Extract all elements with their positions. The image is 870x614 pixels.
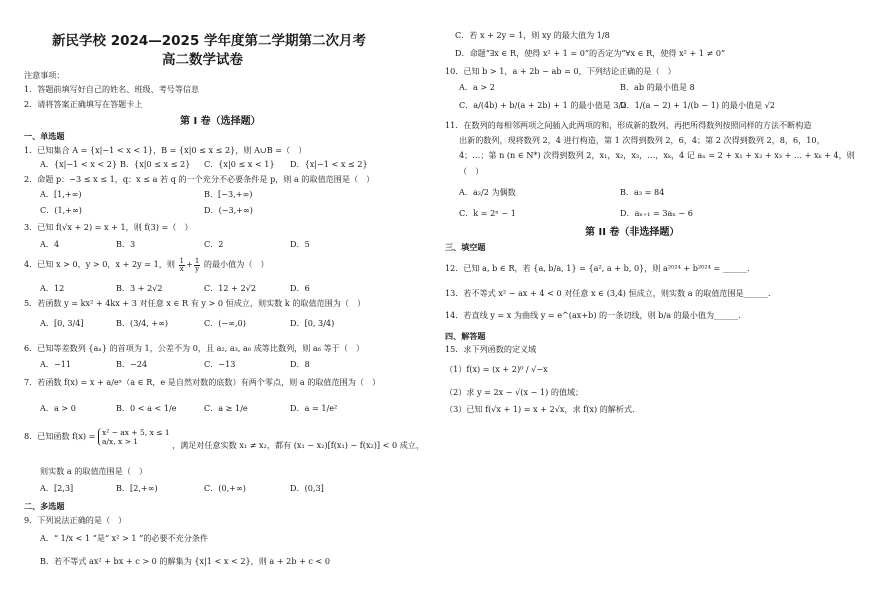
q4-fraction-1 xyxy=(179,258,185,273)
q5-option-d-label: D． xyxy=(290,318,305,328)
q7-option-c: C．a ≥ 1/e xyxy=(204,403,248,413)
q6-option-a: A．−11 xyxy=(40,359,72,369)
exam-title-line1: 新民学校 2024—2025 学年度第二学期第二次月考 xyxy=(52,33,367,49)
q4-frac2-numerator: 1 xyxy=(194,256,200,265)
q4-fraction-2 xyxy=(194,258,200,273)
question-11-line-4: （ ） xyxy=(459,166,484,176)
question-15: 15．求下列函数的定义域 xyxy=(445,344,537,354)
q8-option-a: A．[2,3] xyxy=(40,483,74,493)
q3-option-a: A．4 xyxy=(40,239,60,249)
question-1: 1．已知集合 A = {x|−1 < x < 1}，B = {x|0 ≤ x ≤ 2}，则 A∪B =（ ） xyxy=(24,145,307,155)
q4-option-a: A．12 xyxy=(40,283,65,293)
question-6: 6．已知等差数列 {aₙ} 的首项为 1，公差不为 0，且 a₂, a₃, a₆ 成等比数列，则 a₆ 等于（ ） xyxy=(24,343,365,353)
q8-case-1: x² − ax + 5, x ≤ 1 xyxy=(102,428,170,437)
q8-stem-end: 则实数 a 的取值范围是（ ） xyxy=(40,466,148,476)
q9-option-d: D．命题“∃x ∈ R，使得 x² + 1 = 0”的否定为“∀x ∈ R，使得 x² + 1 ≠ 0” xyxy=(455,48,726,58)
exam-title-line2: 高二数学试卷 xyxy=(162,52,243,68)
question-10: 10．已知 b > 1，a + 2b − ab = 0，下列结论正确的是（ ） xyxy=(445,66,676,76)
q4-stem-end: 的最小值为（ ） xyxy=(203,259,269,269)
q4-plus: + xyxy=(186,259,193,269)
q10-option-b: B．ab 的最小值是 8 xyxy=(620,82,695,92)
q7-option-b: B．0 < a < 1/e xyxy=(116,403,177,413)
q3-option-b: B．3 xyxy=(116,239,136,249)
note-1: 1．答题前填写好自己的姓名、班级、考号等信息 xyxy=(24,84,200,94)
q3-option-c: C．2 xyxy=(204,239,224,249)
q7-option-a: A．a > 0 xyxy=(40,403,76,413)
question-7: 7．若函数 f(x) = x + a/eˣ（a ∈ R，e 是自然对数的底数）有两个零点，则 a 的取值范围为（ ） xyxy=(24,377,381,387)
q4-frac1-denominator: x xyxy=(179,264,184,273)
q10-option-a: A．a > 2 xyxy=(459,82,495,92)
part1-title: 第 I 卷（选择题） xyxy=(180,116,261,127)
q3-option-d: D．5 xyxy=(290,239,310,249)
q15-part-1: （1）f(x) = (x + 2)⁰ / √−x xyxy=(445,364,548,374)
section-single-choice: 一、单选题 xyxy=(24,131,65,141)
note-2: 2．请将答案正确填写在答题卡上 xyxy=(24,99,143,109)
question-13: 13．若不等式 x² − ax + 4 < 0 对任意 x ∈ (3,4) 恒成立，则实数 a 的取值范围是______． xyxy=(445,288,777,298)
q15-part-3: （3）已知 f(√x + 1) = x + 2√x，求 f(x) 的解析式． xyxy=(445,404,641,414)
question-14: 14．若直线 y = x 为曲线 y = e^(ax+b) 的一条切线，则 b/a 的最小值为______． xyxy=(445,310,747,320)
question-11-line-1: 11．在数列的每相邻两项之间插入此两项的和，形成新的数列，再把所得数列按照同样的方法不断构造 xyxy=(445,120,812,130)
q2-option-a: A．[1,+∞) xyxy=(40,189,82,199)
q11-option-c: C．k = 2ⁿ − 1 xyxy=(459,208,516,218)
question-11-line-2: 出新的数列，现将数列 2，4 进行构造，第 1 次得到数列 2，6，4；第 2 次得到数列 2，8，6，10， xyxy=(459,135,825,145)
q4-frac2-denominator: y xyxy=(195,264,200,273)
q4-option-b: B．3 + 2√2 xyxy=(116,283,163,293)
q9-option-b: B．若不等式 ax² + bx + c > 0 的解集为 {x|1 < x < 2}，则 a + 2b + c < 0 xyxy=(40,556,331,566)
q5-option-b-value: (3/4, +∞) xyxy=(130,318,169,328)
q10-option-d: D．1/(a − 2) + 1/(b − 1) 的最小值是 √2 xyxy=(620,100,775,110)
q11-option-b: B．a₃ = 84 xyxy=(620,187,665,197)
q5-option-b xyxy=(116,318,168,329)
notes-heading: 注意事项： xyxy=(24,70,65,80)
q9-option-c: C．若 x + 2y = 1，则 xy 的最大值为 1/8 xyxy=(455,30,610,40)
q8-case-2: a/x, x > 1 xyxy=(102,437,139,446)
q4-frac1-numerator: 1 xyxy=(179,256,185,265)
q8-piecewise xyxy=(98,428,170,446)
q1-option-d: D．{x|−1 < x ≤ 2} xyxy=(290,159,368,169)
q1-option-b: B．{x|0 ≤ x ≤ 2} xyxy=(120,159,191,169)
q5-option-a-label: A． xyxy=(40,318,54,328)
q6-option-c: C．−13 xyxy=(204,359,236,369)
q8-option-b: B．[2,+∞) xyxy=(116,483,158,493)
question-3: 3．已知 f(√x + 2) = x + 1，则 f(3) =（ ） xyxy=(24,222,193,232)
q8-option-c: C．(0,+∞) xyxy=(204,483,246,493)
q8-stem-start: 8．已知函数 f(x) = xyxy=(24,431,96,441)
q2-option-d: D．(−3,+∞) xyxy=(204,205,253,215)
q5-option-a xyxy=(40,318,84,329)
question-2: 2．命题 p：−3 ≤ x ≤ 1，q：x ≤ a 若 q 的一个充分不必要条件是 p，则 a 的取值范围是（ ） xyxy=(24,174,375,184)
q4-option-d: D．6 xyxy=(290,283,310,293)
q1-option-c: C．{x|0 ≤ x < 1} xyxy=(204,159,275,169)
q4-option-c: C．12 + 2√2 xyxy=(204,283,256,293)
q11-option-a: A．a₂/2 为偶数 xyxy=(459,187,516,197)
question-8 xyxy=(24,428,170,446)
q15-part-2: （2）求 y = 2x − √(x − 1) 的值域； xyxy=(445,387,584,397)
section-solution: 四、解答题 xyxy=(445,331,486,341)
q5-option-d xyxy=(290,318,334,329)
q2-option-b: B．[−3,+∞) xyxy=(204,189,253,199)
q1-option-a: A．{x|−1 < x < 2} xyxy=(40,159,118,169)
q11-option-d: D．aₙ₊₁ = 3aₙ − 6 xyxy=(620,208,693,218)
q6-option-b: B．−24 xyxy=(116,359,148,369)
q10-option-c: C．a/(4b) + b/(a + 2b) + 1 的最小值是 3/2 xyxy=(459,100,627,110)
q6-option-d: D．8 xyxy=(290,359,310,369)
question-5: 5．若函数 y = kx² + 4kx + 3 对任意 x ∈ R 有 y > 0 恒成立，则实数 k 的取值范围为（ ） xyxy=(24,298,366,308)
question-11-line-3: 4；…；第 n (n ∈ N*) 次得到数列 2，x₁，x₂，x₃，…，xₖ，4 记 aₙ = 2 + x₁ + x₂ + x₃ + … + xₖ + 4，则 xyxy=(459,150,855,160)
question-12: 12．已知 a, b ∈ R，若 {a, b/a, 1} = {a², a + b, 0}，则 a²⁰²⁴ + b²⁰²⁴ = ______． xyxy=(445,263,756,273)
q5-option-b-label: B． xyxy=(116,318,131,328)
question-4 xyxy=(24,256,269,273)
section-fill-blank: 三、填空题 xyxy=(445,242,486,252)
q5-option-a-value: [0, 3/4] xyxy=(53,318,84,328)
q7-option-d: D．a = 1/e² xyxy=(290,403,338,413)
q5-option-c: C．(−∞,0) xyxy=(204,318,246,328)
q9-option-a: A．“ 1/x < 1 ”是“ x² > 1 ”的必要不充分条件 xyxy=(40,533,209,543)
q2-option-c: C．(1,+∞) xyxy=(40,205,82,215)
question-9: 9．下列说法正确的是（ ） xyxy=(24,515,127,525)
section-multi-choice: 二、多选题 xyxy=(24,501,65,511)
q5-option-d-value: [0, 3/4) xyxy=(304,318,335,328)
q4-stem-start: 4．已知 x > 0，y > 0，x + 2y = 1，则 xyxy=(24,259,175,269)
q8-option-d: D．(0,3] xyxy=(290,483,324,493)
q8-stem-condition: ，满足对任意实数 x₁ ≠ x₂，都有 (x₁ − x₂)[f(x₁) − f(x₂)] < 0 成立， xyxy=(172,440,424,450)
part2-title: 第 II 卷（非选择题） xyxy=(585,227,680,238)
